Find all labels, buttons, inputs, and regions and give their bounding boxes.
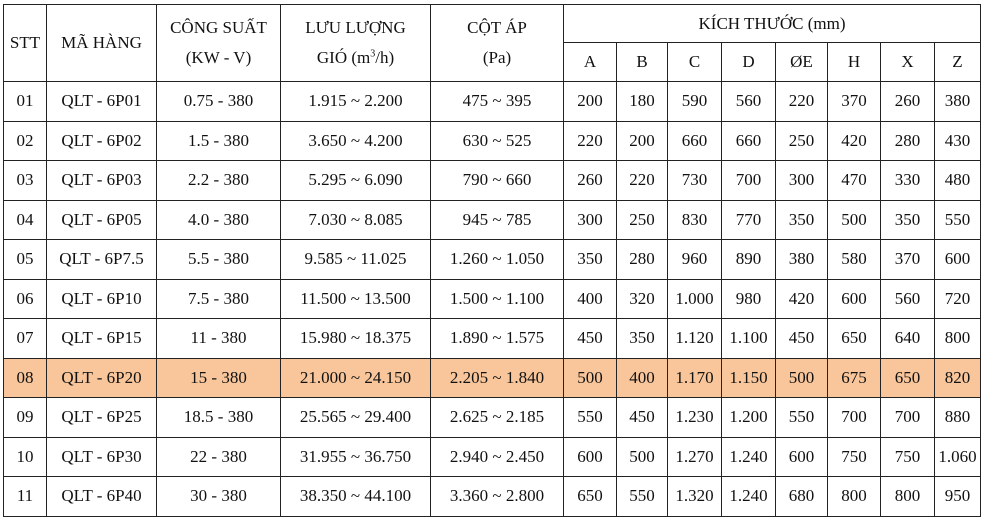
cell-ma-hang: QLT - 6P30 <box>47 437 157 477</box>
cell-d: 1.200 <box>722 398 776 438</box>
cell-x: 350 <box>881 200 935 240</box>
cell-h: 600 <box>828 279 881 319</box>
table-row <box>4 358 981 398</box>
header-cong-suat-unit: (KW - V) <box>185 48 252 67</box>
cell-z: 720 <box>935 279 981 319</box>
cell-z: 600 <box>935 240 981 280</box>
cell-luu-luong: 11.500 ~ 13.500 <box>281 279 431 319</box>
cell-luu-luong: 25.565 ~ 29.400 <box>281 398 431 438</box>
cell-x: 330 <box>881 161 935 201</box>
cell-b: 220 <box>617 161 668 201</box>
header-kich-thuoc: KÍCH THƯỚC (mm) <box>564 5 981 43</box>
cell-b: 250 <box>617 200 668 240</box>
cell-ma-hang: QLT - 6P40 <box>47 477 157 517</box>
cell-c: 590 <box>668 82 722 122</box>
cell-e: 420 <box>776 279 828 319</box>
cell-c: 1.320 <box>668 477 722 517</box>
cell-h: 675 <box>828 358 881 398</box>
header-dim-2: B <box>617 43 668 82</box>
cell-cot-ap: 2.625 ~ 2.185 <box>431 398 564 438</box>
table-row <box>4 82 981 122</box>
table-row <box>4 200 981 240</box>
cell-a: 450 <box>564 319 617 359</box>
cell-luu-luong: 3.650 ~ 4.200 <box>281 121 431 161</box>
table-row <box>4 161 981 201</box>
cell-h: 370 <box>828 82 881 122</box>
cell-d: 560 <box>722 82 776 122</box>
cell-stt: 03 <box>4 161 47 201</box>
header-cot-ap-unit: (Pa) <box>482 48 512 67</box>
cell-d: 1.100 <box>722 319 776 359</box>
table-row <box>4 477 981 517</box>
cell-a: 350 <box>564 240 617 280</box>
cell-z: 480 <box>935 161 981 201</box>
cell-stt: 08 <box>4 358 47 398</box>
header-luu-luong-title: LƯU LƯỢNG <box>305 18 406 37</box>
cell-a: 600 <box>564 437 617 477</box>
cell-h: 800 <box>828 477 881 517</box>
header-dim-3: C <box>668 43 722 82</box>
cell-d: 700 <box>722 161 776 201</box>
cell-e: 220 <box>776 82 828 122</box>
cell-h: 580 <box>828 240 881 280</box>
cell-e: 680 <box>776 477 828 517</box>
cell-luu-luong: 21.000 ~ 24.150 <box>281 358 431 398</box>
cell-z: 550 <box>935 200 981 240</box>
cell-cong-suat: 7.5 - 380 <box>157 279 281 319</box>
cell-x: 750 <box>881 437 935 477</box>
cell-d: 980 <box>722 279 776 319</box>
table-row <box>4 279 981 319</box>
cell-x: 280 <box>881 121 935 161</box>
cell-z: 800 <box>935 319 981 359</box>
cell-c: 660 <box>668 121 722 161</box>
cell-ma-hang: QLT - 6P10 <box>47 279 157 319</box>
cell-stt: 09 <box>4 398 47 438</box>
cell-a: 400 <box>564 279 617 319</box>
cell-a: 550 <box>564 398 617 438</box>
cell-ma-hang: QLT - 6P05 <box>47 200 157 240</box>
cell-a: 220 <box>564 121 617 161</box>
cell-c: 1.170 <box>668 358 722 398</box>
header-luu-luong-unit: GIÓ $(m^3/h)$ <box>316 48 395 67</box>
header-dim-4: D <box>722 43 776 82</box>
cell-x: 560 <box>881 279 935 319</box>
header-cot-ap-title: CỘT ÁP <box>467 18 527 37</box>
cell-stt: 04 <box>4 200 47 240</box>
cell-x: 260 <box>881 82 935 122</box>
header-cong-suat-title: CÔNG SUẤT <box>170 18 267 37</box>
cell-cong-suat: 0.75 - 380 <box>157 82 281 122</box>
cell-b: 280 <box>617 240 668 280</box>
cell-b: 320 <box>617 279 668 319</box>
cell-d: 1.240 <box>722 477 776 517</box>
cell-stt: 07 <box>4 319 47 359</box>
cell-c: 1.000 <box>668 279 722 319</box>
table-row <box>4 319 981 359</box>
cell-ma-hang: QLT - 6P02 <box>47 121 157 161</box>
cell-stt: 10 <box>4 437 47 477</box>
cell-z: 380 <box>935 82 981 122</box>
cell-a: 650 <box>564 477 617 517</box>
cell-x: 700 <box>881 398 935 438</box>
cell-ma-hang: QLT - 6P7.5 <box>47 240 157 280</box>
cell-z: 950 <box>935 477 981 517</box>
cell-e: 600 <box>776 437 828 477</box>
cell-e: 500 <box>776 358 828 398</box>
cell-luu-luong: 1.915 ~ 2.200 <box>281 82 431 122</box>
cell-luu-luong: 38.350 ~ 44.100 <box>281 477 431 517</box>
cell-c: 730 <box>668 161 722 201</box>
cell-cot-ap: 2.205 ~ 1.840 <box>431 358 564 398</box>
table-row <box>4 398 981 438</box>
cell-ma-hang: QLT - 6P03 <box>47 161 157 201</box>
cell-c: 1.230 <box>668 398 722 438</box>
table-row <box>4 121 981 161</box>
table-row <box>4 240 981 280</box>
header-luu-luong <box>281 5 431 82</box>
cell-b: 400 <box>617 358 668 398</box>
cell-cot-ap: 630 ~ 525 <box>431 121 564 161</box>
cell-cot-ap: 2.940 ~ 2.450 <box>431 437 564 477</box>
cell-cong-suat: 30 - 380 <box>157 477 281 517</box>
cell-d: 1.240 <box>722 437 776 477</box>
cell-a: 200 <box>564 82 617 122</box>
cell-cot-ap: 1.500 ~ 1.100 <box>431 279 564 319</box>
cell-x: 640 <box>881 319 935 359</box>
header-dim-6: H <box>828 43 881 82</box>
cell-stt: 05 <box>4 240 47 280</box>
cell-cong-suat: 1.5 - 380 <box>157 121 281 161</box>
cell-stt: 02 <box>4 121 47 161</box>
cell-e: 350 <box>776 200 828 240</box>
cell-e: 300 <box>776 161 828 201</box>
cell-c: 830 <box>668 200 722 240</box>
cell-d: 1.150 <box>722 358 776 398</box>
spec-table <box>3 4 981 517</box>
cell-cot-ap: 3.360 ~ 2.800 <box>431 477 564 517</box>
cell-h: 500 <box>828 200 881 240</box>
cell-a: 260 <box>564 161 617 201</box>
cell-luu-luong: 31.955 ~ 36.750 <box>281 437 431 477</box>
cell-x: 370 <box>881 240 935 280</box>
cell-h: 700 <box>828 398 881 438</box>
cell-d: 770 <box>722 200 776 240</box>
cell-h: 750 <box>828 437 881 477</box>
cell-b: 500 <box>617 437 668 477</box>
cell-cot-ap: 475 ~ 395 <box>431 82 564 122</box>
cell-ma-hang: QLT - 6P25 <box>47 398 157 438</box>
cell-c: 1.120 <box>668 319 722 359</box>
cell-d: 890 <box>722 240 776 280</box>
header-cong-suat <box>157 5 281 82</box>
table-row <box>4 437 981 477</box>
cell-x: 800 <box>881 477 935 517</box>
cell-e: 380 <box>776 240 828 280</box>
cell-d: 660 <box>722 121 776 161</box>
cell-stt: 01 <box>4 82 47 122</box>
cell-c: 960 <box>668 240 722 280</box>
header-dim-8: Z <box>935 43 981 82</box>
cell-luu-luong: 9.585 ~ 11.025 <box>281 240 431 280</box>
cell-cong-suat: 15 - 380 <box>157 358 281 398</box>
cell-z: 430 <box>935 121 981 161</box>
cell-c: 1.270 <box>668 437 722 477</box>
cell-b: 550 <box>617 477 668 517</box>
header-dim-1: A <box>564 43 617 82</box>
cell-z: 880 <box>935 398 981 438</box>
cell-stt: 06 <box>4 279 47 319</box>
header-stt: STT <box>4 5 47 82</box>
cell-ma-hang: QLT - 6P20 <box>47 358 157 398</box>
cell-cot-ap: 790 ~ 660 <box>431 161 564 201</box>
cell-cong-suat: 5.5 - 380 <box>157 240 281 280</box>
cell-cot-ap: 945 ~ 785 <box>431 200 564 240</box>
cell-ma-hang: QLT - 6P15 <box>47 319 157 359</box>
header-cot-ap <box>431 5 564 82</box>
cell-cong-suat: 4.0 - 380 <box>157 200 281 240</box>
cell-a: 300 <box>564 200 617 240</box>
cell-luu-luong: 15.980 ~ 18.375 <box>281 319 431 359</box>
cell-b: 180 <box>617 82 668 122</box>
cell-cong-suat: 22 - 380 <box>157 437 281 477</box>
cell-luu-luong: 5.295 ~ 6.090 <box>281 161 431 201</box>
cell-e: 250 <box>776 121 828 161</box>
cell-cot-ap: 1.260 ~ 1.050 <box>431 240 564 280</box>
cell-cot-ap: 1.890 ~ 1.575 <box>431 319 564 359</box>
cell-luu-luong: 7.030 ~ 8.085 <box>281 200 431 240</box>
header-dim-7: X <box>881 43 935 82</box>
cell-cong-suat: 18.5 - 380 <box>157 398 281 438</box>
cell-e: 450 <box>776 319 828 359</box>
cell-z: 1.060 <box>935 437 981 477</box>
cell-h: 420 <box>828 121 881 161</box>
cell-x: 650 <box>881 358 935 398</box>
cell-b: 450 <box>617 398 668 438</box>
cell-a: 500 <box>564 358 617 398</box>
cell-ma-hang: QLT - 6P01 <box>47 82 157 122</box>
cell-cong-suat: 2.2 - 380 <box>157 161 281 201</box>
cell-h: 470 <box>828 161 881 201</box>
cell-b: 350 <box>617 319 668 359</box>
cell-e: 550 <box>776 398 828 438</box>
cell-z: 820 <box>935 358 981 398</box>
header-dim-5: ØE <box>776 43 828 82</box>
cell-cong-suat: 11 - 380 <box>157 319 281 359</box>
cell-h: 650 <box>828 319 881 359</box>
header-ma-hang: MÃ HÀNG <box>47 5 157 82</box>
cell-b: 200 <box>617 121 668 161</box>
cell-stt: 11 <box>4 477 47 517</box>
